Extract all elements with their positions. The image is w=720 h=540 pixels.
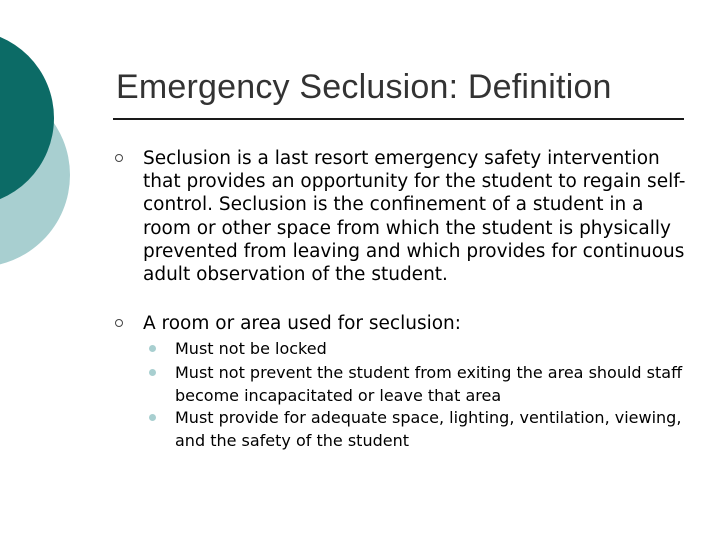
sub-bullet-item: [175, 337, 685, 360]
bullet-text: Seclusion is a last resort emergency safety intervention that provides an opportunity for the student to regain self-control. Seclusion is the confinement of a student in a room or other space from which the student is physically prevented from leaving and which provides for continuous adult observation of the student.: [143, 148, 686, 286]
filled-bullet-icon: [149, 414, 156, 421]
bullet-item: [143, 147, 688, 286]
sub-bullet-text: Must not be locked: [175, 339, 327, 358]
sub-bullet-text: Must provide for adequate space, lighting, ventilation, viewing, and the safety of the student: [175, 408, 682, 451]
filled-bullet-icon: [149, 345, 156, 352]
filled-bullet-icon: [149, 369, 156, 376]
hollow-bullet-icon: [115, 319, 123, 327]
sub-bullet-text: Must not prevent the student from exiting the area should staff become incapacitated or leave that area: [175, 363, 683, 406]
bullet-text: A room or area used for seclusion:: [143, 313, 462, 334]
slide-title: Emergency Seclusion: Definition: [116, 68, 612, 106]
hollow-bullet-icon: [115, 154, 123, 162]
sub-bullet-item: [175, 361, 685, 407]
sub-bullet-item: [175, 406, 685, 452]
bullet-item: [143, 312, 688, 335]
